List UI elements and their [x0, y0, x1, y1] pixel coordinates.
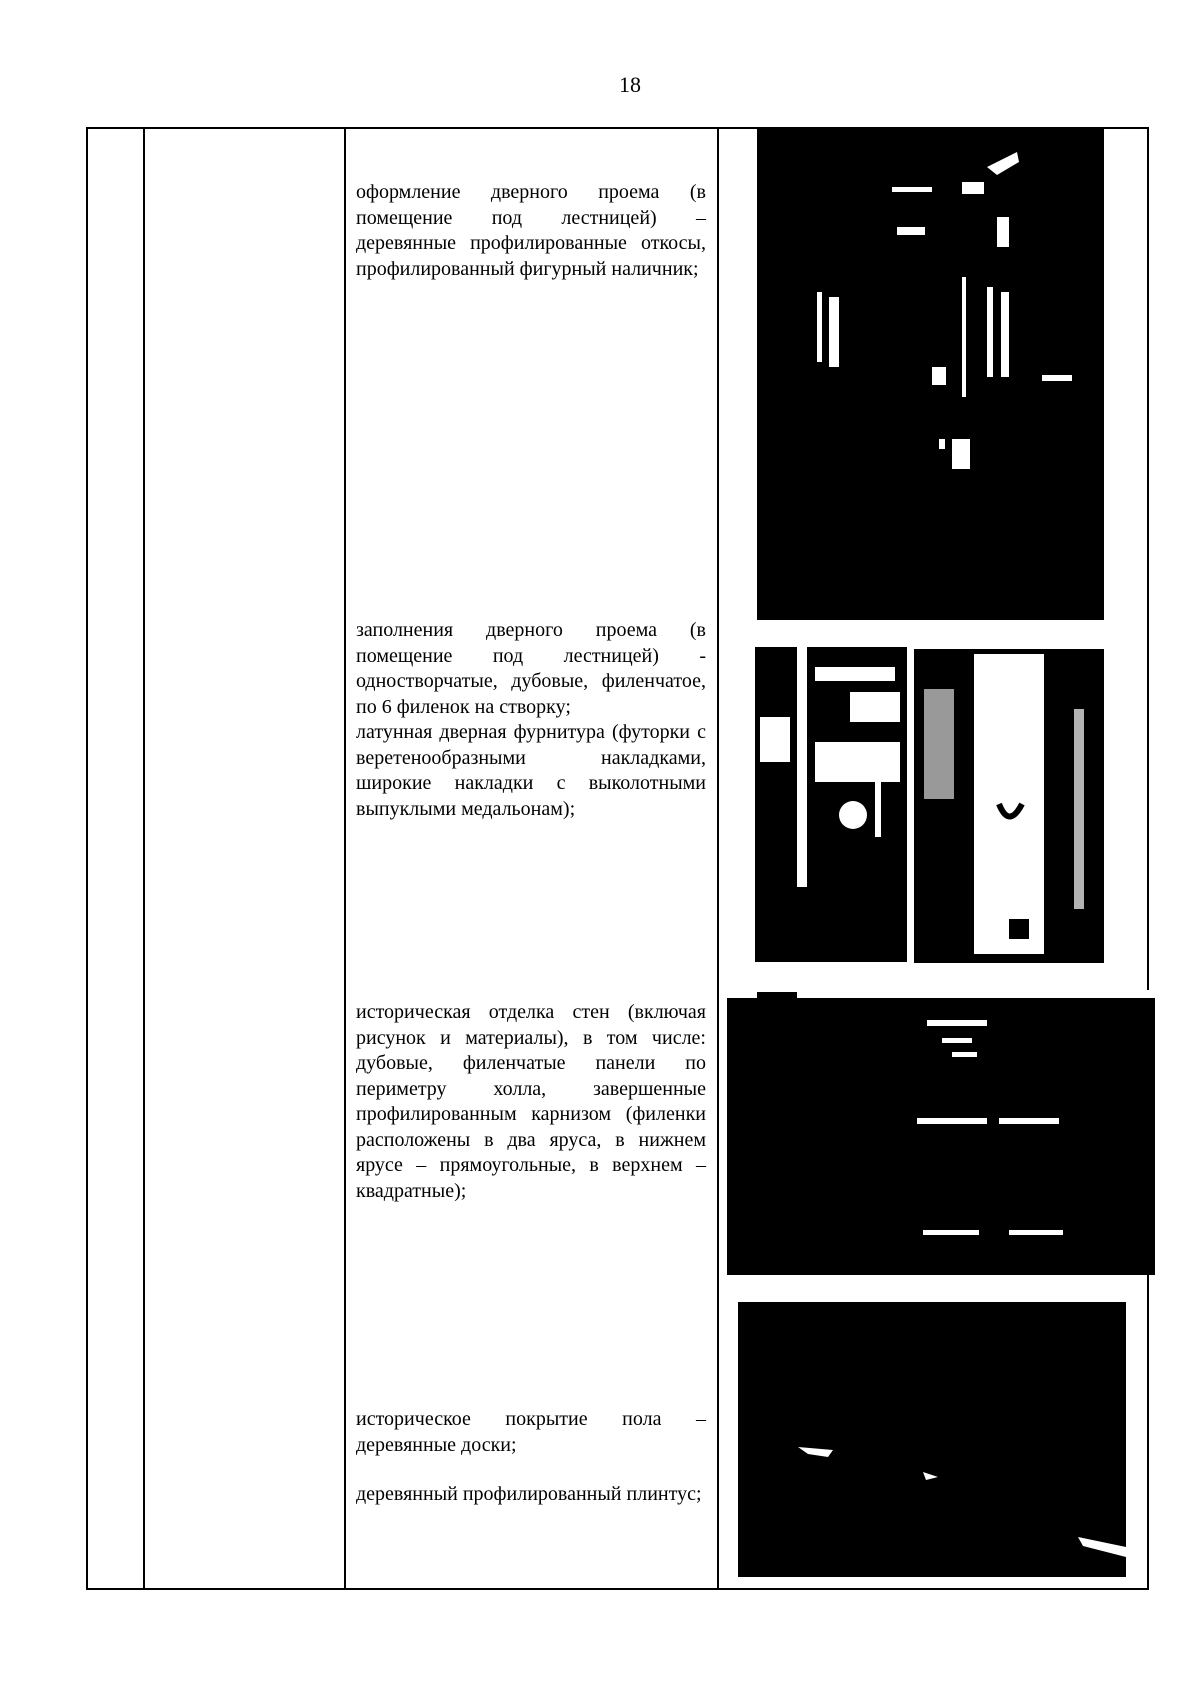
- column-divider-3: [717, 129, 719, 1588]
- door-hardware-photo: [914, 649, 1104, 963]
- column-divider-1: [143, 129, 145, 1588]
- entry-door-hardware: латунная дверная фурнитура (футорки с веретенообразными накладками, широкие накладки с выколотными выпуклыми медальонам);: [356, 721, 706, 820]
- entry-wall-finish: историческая отделка стен (включая рисунок и материалы), в том числе: дубовые, филенчатые панели по периметру холла, завершенные профилированным карнизом (филенки расположены в два яруса, в нижнем ярусе – прямоугольные, в верхнем – квадратные);: [356, 1001, 706, 1202]
- door-photo-left: [755, 647, 907, 962]
- entry-door-leaf: заполнения дверного проема (в помещение под лестницей) - одностворчатые, дубовые, филенчатое, по 6 филенок на створку; латунная дверная фурнитура (футорки с веретенообразными накладками, широкие накладки с выколотными выпуклыми медальонам);: [356, 618, 706, 822]
- column-divider-2: [344, 129, 346, 1588]
- page-number: 18: [619, 72, 641, 97]
- entry-doorway-trim: оформление дверного проема (в помещение под лестницей) – деревянные профилированные откосы, профилированный фигурный наличник;: [356, 181, 706, 280]
- floor-photo: [738, 1302, 1126, 1577]
- entry-floor: историческое покрытие пола – деревянные доски;: [356, 1408, 706, 1456]
- doorway-photo: [757, 127, 1104, 620]
- wall-panels-photo: [727, 990, 1155, 1275]
- entry-baseboard: деревянный профилированный плинтус;: [356, 1483, 702, 1505]
